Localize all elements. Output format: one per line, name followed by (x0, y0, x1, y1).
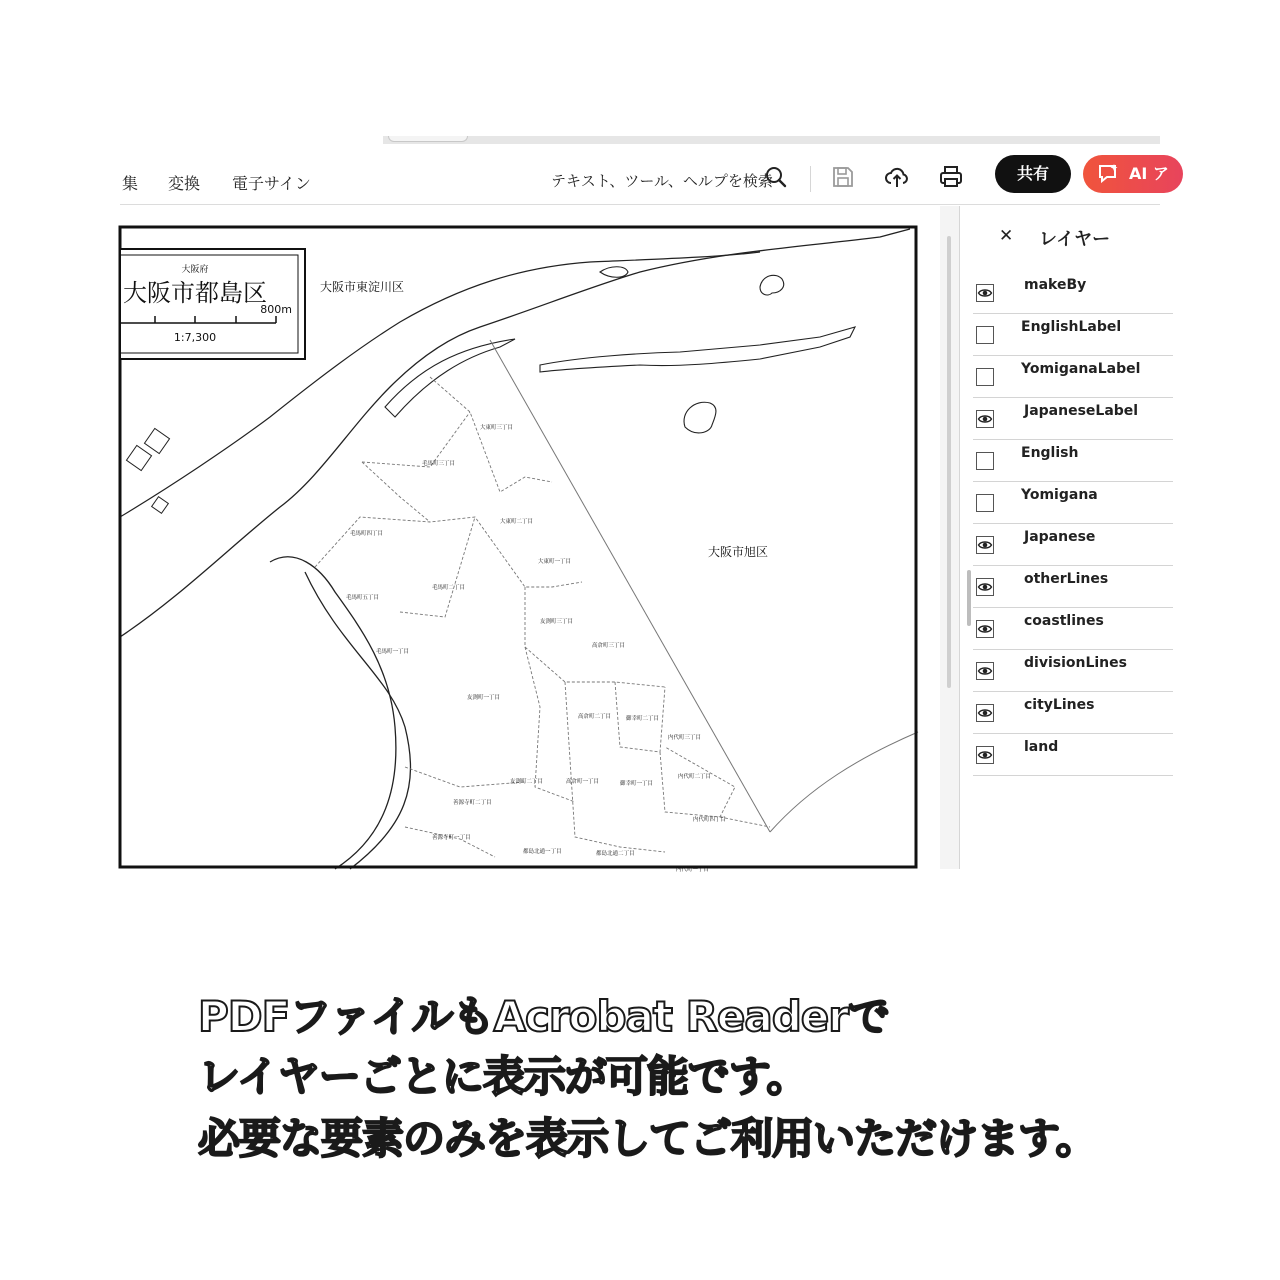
chome-label: 高倉町三丁目 (592, 643, 626, 649)
toolbar-divider (810, 166, 811, 192)
ward-label: 大阪市東淀川区 (320, 280, 405, 294)
eye-icon[interactable] (976, 284, 994, 302)
chome-label: 御幸町一丁目 (620, 781, 654, 787)
caption-line: PDFファイルもAcrobat Readerで (198, 992, 890, 1041)
layer-name: YomiganaLabel (1021, 361, 1141, 377)
menu-edit[interactable]: 集 (122, 174, 139, 193)
panel-divider (959, 206, 960, 869)
chome-label: 大東町二丁目 (500, 519, 534, 525)
layer-item[interactable] (973, 314, 1173, 356)
layer-name: Japanese (1024, 529, 1096, 545)
map-title: 大阪市都島区 (123, 279, 267, 307)
layer-item[interactable] (973, 608, 1173, 650)
chome-label: 毛馬町四丁目 (350, 531, 384, 537)
layer-item[interactable] (973, 524, 1173, 566)
caption-line: レイヤーごとに表示が可能です。 (198, 1052, 808, 1101)
chome-label: 都島北通二丁目 (596, 851, 635, 857)
layer-name: otherLines (1024, 571, 1109, 587)
chome-label: 友渕町三丁目 (540, 619, 574, 625)
layer-item[interactable] (973, 692, 1173, 734)
eye-icon[interactable] (976, 410, 994, 428)
chome-label: 毛馬町二丁目 (432, 585, 466, 591)
chome-label: 内代町四丁目 (693, 817, 727, 823)
chome-label: 高倉町二丁目 (578, 714, 612, 720)
layer-name: makeBy (1024, 277, 1087, 293)
chome-label: 高倉町一丁目 (566, 779, 600, 785)
layer-name: land (1024, 739, 1059, 755)
layer-item[interactable] (973, 482, 1173, 524)
eye-icon[interactable] (976, 662, 994, 680)
eye-icon[interactable] (976, 746, 994, 764)
ai-button-label: AI ア (1129, 164, 1169, 183)
layer-item[interactable] (973, 650, 1173, 692)
layer-name: English (1021, 445, 1079, 461)
chome-label: 友渕町二丁目 (510, 779, 544, 785)
menu-convert[interactable]: 変換 (168, 174, 201, 193)
chome-label: 内代町一丁目 (676, 867, 710, 873)
document-scrollbar-thumb[interactable] (947, 236, 951, 688)
chome-label: 毛馬町一丁目 (376, 649, 410, 655)
layer-name: EnglishLabel (1021, 319, 1122, 335)
chome-label: 内代町三丁目 (668, 735, 702, 741)
caption-line: 必要な要素のみを表示してご利用いただけます。 (198, 1114, 1097, 1163)
search-icon[interactable] (763, 164, 789, 190)
layer-name: cityLines (1024, 697, 1095, 713)
layer-name: coastlines (1024, 613, 1104, 629)
visibility-checkbox[interactable] (976, 494, 994, 512)
ai-chat-icon (1097, 163, 1121, 185)
visibility-checkbox[interactable] (976, 452, 994, 470)
save-icon[interactable] (830, 164, 856, 190)
ai-assistant-button[interactable] (1083, 155, 1183, 193)
chome-label: 善源寺町二丁目 (453, 800, 492, 806)
panel-scrollbar-thumb[interactable] (967, 570, 971, 626)
scale-ratio: 1:7,300 (173, 331, 217, 344)
search-input[interactable]: テキスト、ツール、ヘルプを検索 (551, 172, 773, 190)
layer-name: JapaneseLabel (1024, 403, 1139, 419)
layer-item[interactable] (973, 398, 1173, 440)
layers-panel-title: レイヤー (1039, 229, 1111, 250)
toolbar (120, 144, 1169, 205)
chome-label: 大東町三丁目 (480, 425, 514, 431)
layer-name: divisionLines (1024, 655, 1127, 671)
chome-label: 都島北通一丁目 (523, 849, 562, 855)
map-document[interactable] (120, 227, 918, 873)
layer-name: Yomigana (1021, 487, 1098, 503)
chome-label: 毛馬町五丁目 (346, 595, 380, 601)
layer-item[interactable] (973, 440, 1173, 482)
chome-label: 毛馬町三丁目 (422, 461, 456, 467)
share-button[interactable]: 共有 (995, 155, 1071, 193)
eye-icon[interactable] (976, 704, 994, 722)
print-icon[interactable] (938, 164, 964, 190)
chome-label: 御幸町二丁目 (626, 716, 660, 722)
layer-item[interactable] (973, 734, 1173, 776)
eye-icon[interactable] (976, 536, 994, 554)
close-icon[interactable]: ✕ (999, 226, 1014, 246)
eye-icon[interactable] (976, 578, 994, 596)
visibility-checkbox[interactable] (976, 368, 994, 386)
acrobat-screenshot (120, 136, 1169, 873)
chome-label: 友渕町一丁目 (467, 695, 501, 701)
browser-tab-strip (383, 136, 1160, 144)
eye-icon[interactable] (976, 620, 994, 638)
chome-label: 大東町一丁目 (538, 559, 572, 565)
visibility-checkbox[interactable] (976, 326, 994, 344)
chome-label: 内代町二丁目 (678, 774, 712, 780)
menu-e-sign[interactable]: 電子サイン (232, 174, 311, 193)
layer-item[interactable] (973, 566, 1173, 608)
prefecture-label: 大阪府 (181, 265, 209, 275)
layer-item[interactable] (973, 356, 1173, 398)
cloud-upload-icon[interactable] (884, 164, 910, 190)
browser-tab[interactable] (388, 136, 468, 142)
ward-label: 大阪市旭区 (708, 545, 769, 559)
scale-distance: 800m (260, 303, 292, 316)
layer-item[interactable] (973, 272, 1173, 314)
chome-label: 善源寺町一丁目 (432, 835, 471, 841)
